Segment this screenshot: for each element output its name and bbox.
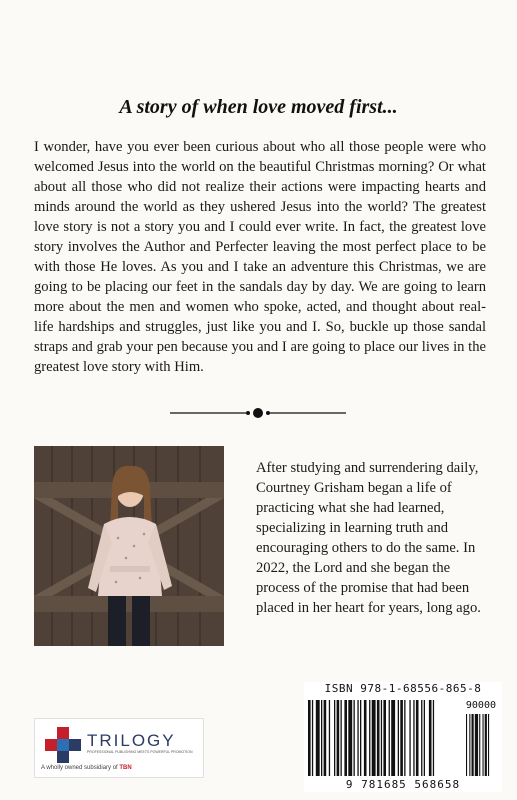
subsidiary-prefix: A wholly owned subsidiary of <box>41 765 118 771</box>
publisher-tagline: PROFESSIONAL PUBLISHING MEETS POWERFUL PROMOTION <box>87 750 193 754</box>
book-blurb: I wonder, have you ever been curious about who all those people were who welcomed Jesus into the world on the beautiful Christmas morning? Or what about all those who did not realize their actions were impacting hearts and minds around the world as they ushered Jesus into the world? The greatest love story is not a story you and I could ever write. In fact, the greatest love story involves the Author and Perfecter leaving the most perfect place to be with those He loves. As you and I take an adventure this Christmas, we are going to be placing our feet in the sandals day by day. We are going to learn more about the men and women who spoke, acted, and thought about real-life hardships and struggles, just like you and I. So, buckle up those sandal straps and grab your pen because you and I are going to place our lives in the greatest love story with Him. <box>34 139 486 375</box>
publisher-subsidiary <box>41 765 132 771</box>
author-bio: After studying and surrendering daily, Courtney Grisham began a life of practicing what she had learned, specializing in learning truth and encouraging others to do the same. In 2022, the Lord and she began the process of the promise that had been placed in her heart for years, long ago. <box>256 460 481 616</box>
trilogy-cross-icon <box>43 725 83 765</box>
publisher-logo <box>34 718 204 778</box>
parent-company: TBN <box>119 765 132 771</box>
author-photo <box>34 446 224 646</box>
isbn-barcode <box>304 682 502 792</box>
ean-number: 9 781685 568658 <box>345 778 461 791</box>
isbn-number: ISBN 978-1-68556-865-8 <box>324 682 482 695</box>
publisher-name: TRILOGY <box>87 731 176 750</box>
tagline: A story of when love moved first... <box>119 96 398 118</box>
barcode-bars <box>308 700 498 776</box>
author-photo-image <box>34 446 224 646</box>
price-code: 90000 <box>465 700 496 711</box>
ornamental-divider <box>168 406 348 420</box>
